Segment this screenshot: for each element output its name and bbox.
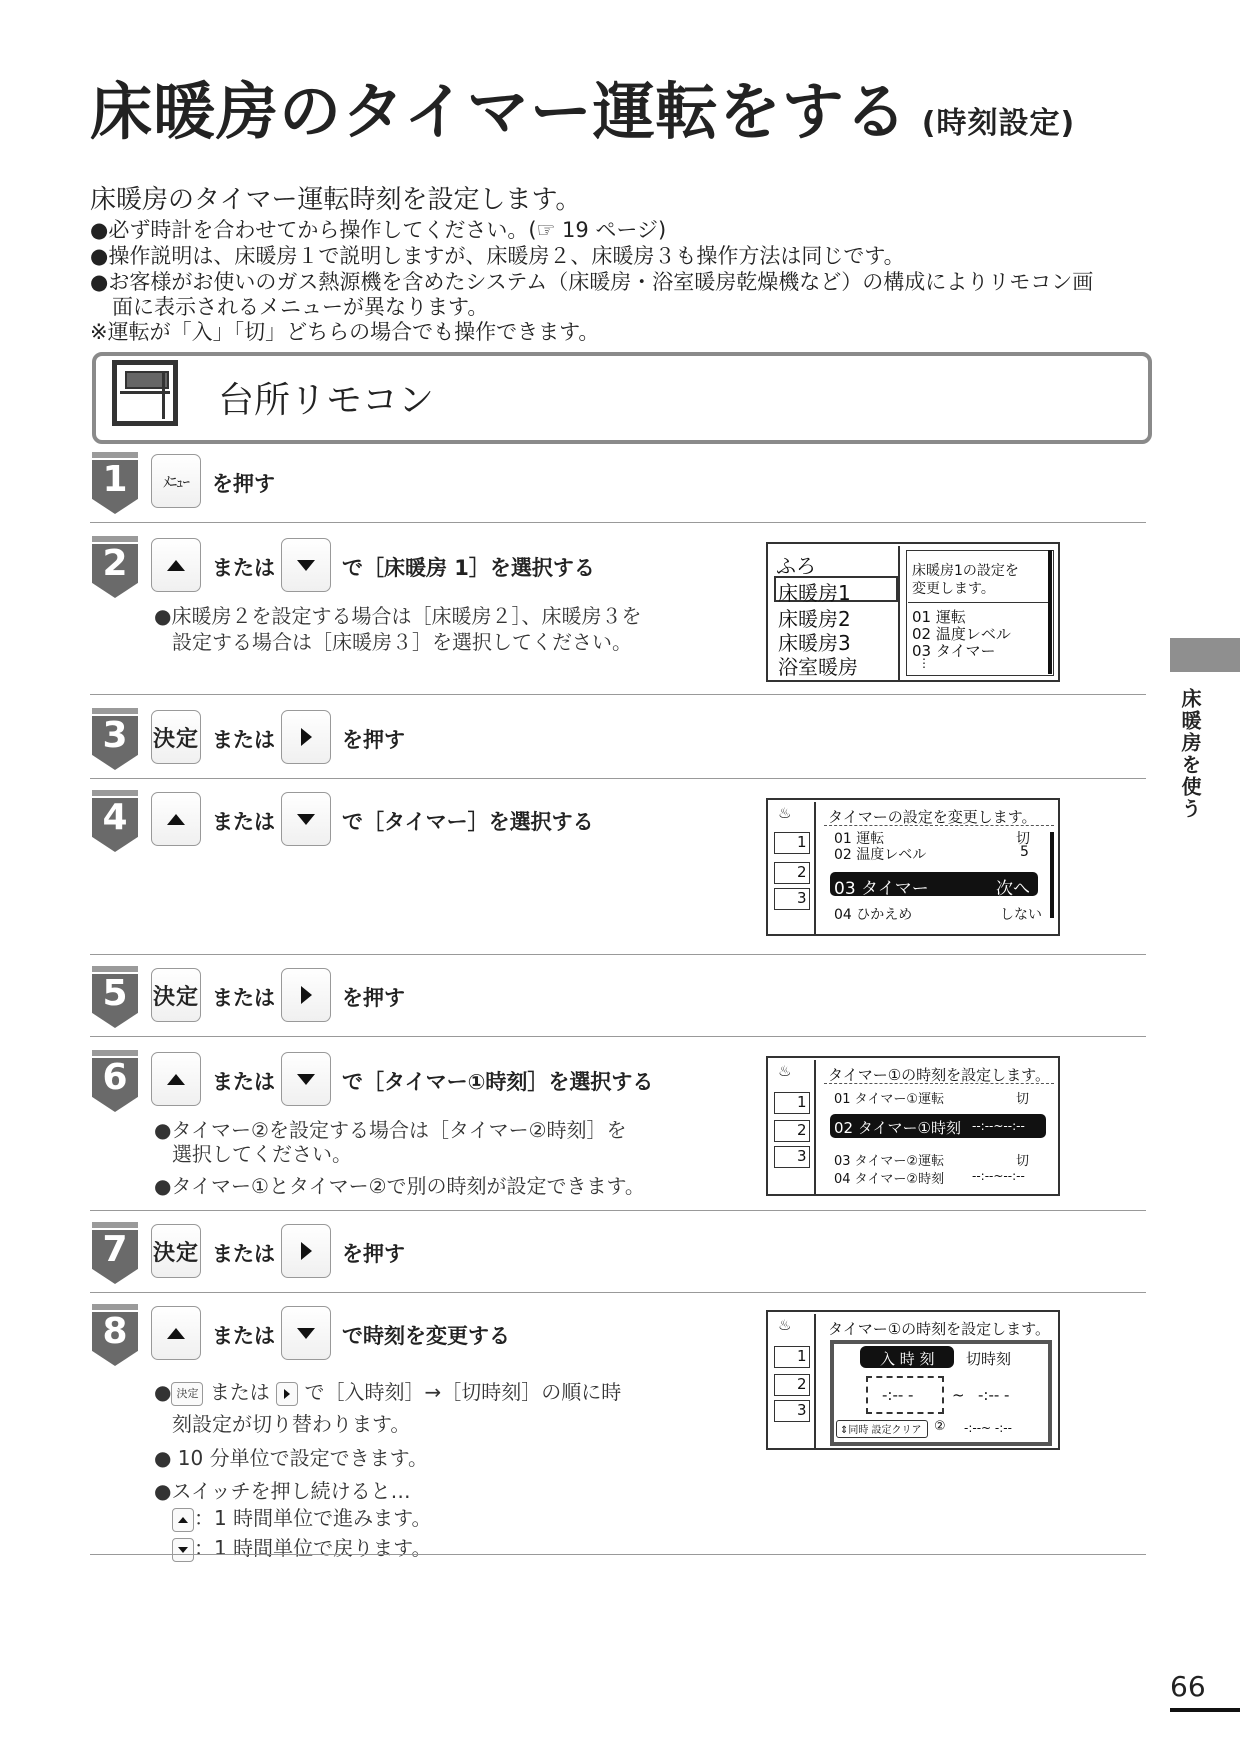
bath-icon: ♨ <box>778 1316 792 1334</box>
step-badge-8: 8 <box>92 1304 138 1366</box>
screen-title: タイマー①の時刻を設定します。 <box>828 1320 1050 1338</box>
kettei-key[interactable]: 決定 <box>151 968 201 1022</box>
right-arrow-icon <box>284 1389 290 1399</box>
up-key[interactable] <box>151 1052 201 1106</box>
down-arrow-icon <box>297 1328 315 1339</box>
screen-row-3-value: 切 <box>1016 1154 1030 1169</box>
right-key[interactable] <box>281 1224 331 1278</box>
right-arrow-icon <box>301 728 312 746</box>
screen-title-rule <box>824 825 1054 826</box>
step-badge-4: 4 <box>92 790 138 852</box>
screen-scrollbar <box>1048 550 1052 674</box>
screen-opt-1: 01 運転 <box>912 608 966 626</box>
page-number: 66 <box>1170 1670 1206 1703</box>
up-arrow-icon <box>178 1517 188 1523</box>
intro-bullet-2: ●操作説明は、床暖房１で説明しますが、床暖房２、床暖房３も操作方法は同じです。 <box>90 244 905 268</box>
intro-bullet-3a: ●お客様がお使いのガス熱源機を含めたシステム（床暖房・浴室暖房乾燥機など）の構成によりリモコン画 <box>90 270 1094 294</box>
step6-note-1: ●タイマー②を設定する場合は［タイマー②時刻］を <box>154 1118 627 1142</box>
intro-note: ※運転が「入」「切」どちらの場合でも操作できます。 <box>90 320 600 344</box>
floor-heat-2-icon: 2 <box>774 1374 810 1396</box>
up-arrow-icon <box>167 814 185 825</box>
right-arrow-icon <box>301 986 312 1004</box>
screen-row-2: 02 タイマー①時刻 <box>834 1119 962 1137</box>
screen-opt-2: 02 温度レベル <box>912 625 1011 643</box>
right-key[interactable] <box>281 710 331 764</box>
right-mini-key <box>276 1382 298 1406</box>
step-badge-5: 5 <box>92 966 138 1028</box>
step2-label: で［床暖房 1］を選択する <box>342 556 595 580</box>
up-arrow-icon <box>167 560 185 571</box>
step6-note-2: 選択してください。 <box>172 1142 352 1166</box>
remocon-screen-timer1 <box>766 1056 1060 1196</box>
up-key[interactable] <box>151 1306 201 1360</box>
screen-item-floor2: 床暖房2 <box>778 607 851 631</box>
remote-control-icon <box>112 360 178 426</box>
kettei-key[interactable]: 決定 <box>151 1224 201 1278</box>
step6-note-3: ●タイマー①とタイマー②で別の時刻が設定できます。 <box>154 1174 645 1198</box>
right-key[interactable] <box>281 968 331 1022</box>
up-arrow-icon <box>167 1328 185 1339</box>
remocon-screen-timer-menu <box>766 798 1060 936</box>
press-text: を押す <box>342 728 405 752</box>
screen-divider <box>898 546 900 680</box>
screen-row-4: 04 ひかえめ <box>834 907 913 923</box>
step8-note-4: ●スイッチを押し続けると… <box>154 1479 411 1503</box>
step-badge-2: 2 <box>92 536 138 598</box>
intro-lead: 床暖房のタイマー運転時刻を設定します。 <box>90 185 582 215</box>
screen-divider <box>814 1314 816 1448</box>
floor-heat-1-icon: 1 <box>774 1092 810 1114</box>
divider <box>90 778 1146 779</box>
screen-row-3: 03 タイマー②運転 <box>834 1154 945 1169</box>
screen-divider <box>814 1060 816 1194</box>
screen-row-4-value: --:--~--:-- <box>972 1169 1025 1183</box>
up-mini-key <box>172 1508 194 1532</box>
kettei-key[interactable]: 決定 <box>151 710 201 764</box>
up-arrow-icon <box>167 1074 185 1085</box>
step2-note-2: 設定する場合は［床暖房３］を選択してください。 <box>172 630 632 654</box>
step8-label: で時刻を変更する <box>342 1324 510 1348</box>
page-title-main: 床暖房のタイマー運転をする <box>90 75 908 148</box>
down-key[interactable] <box>281 1306 331 1360</box>
screen-row-1: 01 運転 <box>834 831 885 847</box>
screen-more: ⋮ <box>918 656 930 670</box>
divider <box>90 954 1146 955</box>
up-key[interactable] <box>151 538 201 592</box>
step8-note-5-text: ：1 時間単位で進みます。 <box>194 1506 432 1530</box>
down-mini-key <box>172 1538 194 1562</box>
step2-note-1: ●床暖房２を設定する場合は［床暖房２］、床暖房３を <box>154 604 642 628</box>
divider <box>90 1554 1146 1555</box>
divider <box>90 1210 1146 1211</box>
screen-item-bath: 浴室暖房 <box>778 655 858 679</box>
or-text: または <box>212 986 275 1010</box>
step4-label: で［タイマー］を選択する <box>342 810 594 834</box>
kettei-mini-key: 決定 <box>171 1382 203 1406</box>
screen-title: タイマーの設定を変更します。 <box>828 808 1037 826</box>
step-badge-7: 7 <box>92 1222 138 1284</box>
or-text: または <box>212 556 275 580</box>
or-text: または <box>212 1070 275 1094</box>
step8-note-6-text: ：1 時間単位で戻ります。 <box>194 1536 432 1560</box>
screen-opt-3: 03 タイマー <box>912 642 996 660</box>
down-arrow-icon <box>178 1547 188 1553</box>
screen-row-1-value: 切 <box>1016 831 1030 847</box>
step8-note-2: 刻設定が切り替わります。 <box>172 1412 411 1436</box>
remocon-title: 台所リモコン <box>218 380 435 421</box>
off-time-label: 切時刻 <box>966 1350 1012 1368</box>
floor-heat-3-icon: 3 <box>774 1400 810 1422</box>
step8-note-1b: で［入時刻］→［切時刻］の順に時 <box>304 1380 622 1404</box>
step-badge-3: 3 <box>92 708 138 770</box>
down-key[interactable] <box>281 1052 331 1106</box>
screen-desc-rule <box>908 602 1050 603</box>
screen-item-floor3: 床暖房3 <box>778 631 851 655</box>
screen-divider <box>814 802 816 934</box>
chapter-tab-label: 床暖房を使う <box>1178 688 1202 820</box>
clear-button-label: ⇕同時 設定クリア <box>840 1425 922 1436</box>
floor-heat-3-icon: 3 <box>774 888 810 910</box>
right-arrow-icon <box>301 1242 312 1260</box>
screen-scrollbar <box>1050 832 1054 918</box>
screen-row-4-value: しない <box>1000 907 1042 923</box>
floor-heat-2-icon: 2 <box>774 862 810 884</box>
off-time-value: -:-- - <box>978 1386 1010 1404</box>
remocon-header <box>92 352 1152 444</box>
timer2-value: -:--~ -:-- <box>964 1421 1012 1435</box>
screen-item-furo: ふろ <box>776 554 816 578</box>
floor-heat-3-icon: 3 <box>774 1146 810 1168</box>
screen-row-1: 01 タイマー①運転 <box>834 1092 945 1107</box>
or-text: または <box>212 1242 275 1266</box>
down-key[interactable] <box>281 538 331 592</box>
screen-row-4: 04 タイマー②時刻 <box>834 1172 945 1187</box>
divider <box>90 694 1146 695</box>
screen-row-3-value: 次へ <box>996 879 1030 899</box>
floor-heat-2-icon: 2 <box>774 1120 810 1142</box>
intro-bullet-1: ●必ず時計を合わせてから操作してください。(☞ 19 ページ) <box>90 218 667 242</box>
bath-icon: ♨ <box>778 804 792 822</box>
intro-bullet-3b: 面に表示されるメニューが異なります。 <box>112 295 489 319</box>
screen-desc-1: 床暖房1の設定を <box>912 563 1019 579</box>
divider <box>90 522 1146 523</box>
down-arrow-icon <box>297 1074 315 1085</box>
step8-note-1: ● 決定 または で［入時刻］→［切時刻］の順に時 <box>154 1380 622 1404</box>
screen-title: タイマー①の時刻を設定します。 <box>828 1066 1050 1084</box>
or-text: または <box>212 810 275 834</box>
step-badge-6: 6 <box>92 1050 138 1112</box>
step8-note-5 <box>172 1505 431 1532</box>
screen-title-rule <box>824 1083 1054 1084</box>
step1-label: を押す <box>212 472 275 496</box>
screen-row-2: 02 温度レベル <box>834 847 927 863</box>
screen-row-1-value: 切 <box>1016 1092 1030 1107</box>
screen-row-2-value: --:--~--:-- <box>972 1119 1025 1133</box>
divider <box>90 1036 1146 1037</box>
step-badge-1: 1 <box>92 452 138 514</box>
chapter-tab <box>1170 638 1240 672</box>
screen-item-floor1: 床暖房1 <box>778 581 851 605</box>
screen-row-2-value: 5 <box>1020 844 1029 860</box>
step8-note-1a: または <box>209 1380 270 1404</box>
page-number-rule <box>1170 1708 1240 1712</box>
divider <box>90 1292 1146 1293</box>
step6-label: で［タイマー①時刻］を選択する <box>342 1070 654 1094</box>
screen-row-3: 03 タイマー <box>834 879 929 899</box>
down-key[interactable] <box>281 792 331 846</box>
or-text: または <box>212 728 275 752</box>
floor-heat-1-icon: 1 <box>774 1346 810 1368</box>
remocon-screen-menu <box>766 542 1060 682</box>
floor-heat-1-icon: 1 <box>774 832 810 854</box>
screen-desc-2: 変更します。 <box>912 581 995 597</box>
down-arrow-icon <box>297 814 315 825</box>
remocon-screen-time-edit <box>766 1310 1060 1450</box>
on-time-value: -:-- - <box>882 1386 914 1404</box>
on-time-label: 入 時 刻 <box>880 1350 935 1368</box>
page-subtitle: (時刻設定) <box>921 106 1076 141</box>
up-key[interactable] <box>151 792 201 846</box>
menu-key[interactable]: ﾒﾆｭｰ <box>151 454 201 508</box>
bath-icon: ♨ <box>778 1062 792 1080</box>
timer2-circle: ② <box>934 1419 946 1434</box>
down-arrow-icon <box>297 560 315 571</box>
or-text: または <box>212 1324 275 1348</box>
page-title <box>90 62 1075 151</box>
time-tilde: ~ <box>952 1386 965 1404</box>
step8-note-6 <box>172 1535 431 1562</box>
step8-note-3: ● 10 分単位で設定できます。 <box>154 1446 429 1470</box>
press-text: を押す <box>342 1242 405 1266</box>
press-text: を押す <box>342 986 405 1010</box>
